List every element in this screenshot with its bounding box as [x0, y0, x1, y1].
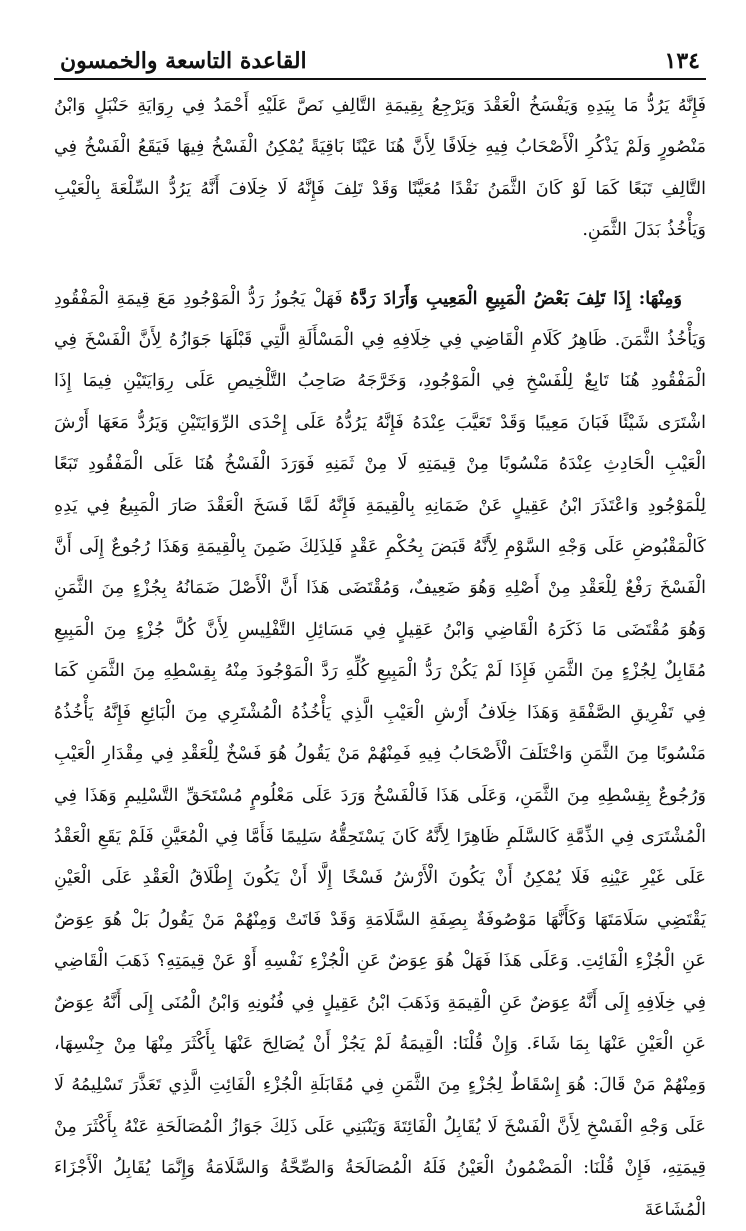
paragraph-continuation	[54, 86, 706, 252]
running-header	[54, 36, 706, 74]
paragraph-text: فَهَلْ يَجُوزُ رَدُّ الْمَوْجُودِ مَعَ قِيمَةِ الْمَفْقُودِ وَيَأْخُذُ الثَّمَنَ. ظَاهِرُ كَلَامِ الْقَاضِي فِي خِلَافِهِ فِي الْمَسْأَلَةِ الَّتِي قَبْلَهَا جَوَازُهُ لِأَنَّ الْفَسْخَ فِي الْمَفْقُودِ هُنَا تَابِعٌ لِلْفَسْخِ فِي الْمَوْجُودِ، وَخَرَّجَهُ صَاحِبُ التَّلْخِيصِ عَلَى رِوَايَتَيْنِ فِيمَا إِذَا اشْتَرَى شَيْئًا فَبَانَ مَعِيبًا وَقَدْ تَعَيَّبَ عِنْدَهُ فَإِنَّهُ يَرُدُّهُ عَلَى إِحْدَى الرِّوَايَتَيْنِ وَيَرُدُّ مَعَهَا أَرْشَ الْعَيْبِ الْحَادِثِ عِنْدَهُ مَنْسُوبًا مِنْ قِيمَتِهِ لَا مِنْ ثَمَنِهِ فَوَرَدَ الْفَسْخُ هُنَا عَلَى الْمَفْقُودِ تَبَعًا لِلْمَوْجُودِ وَاعْتَذَرَ ابْنُ عَقِيلٍ عَنْ ضَمَانِهِ بِالْقِيمَةِ فَإِنَّهُ لَمَّا فَسَخَ الْعَقْدَ صَارَ الْمَبِيعُ فِي يَدِهِ كَالْمَقْبُوضِ عَلَى وَجْهِ السَّوْمِ لِأَنَّهُ قَبَضَ بِحُكْمِ عَقْدٍ فَلِذَلِكَ ضَمِنَ بِالْقِيمَةِ وَهَذَا رُجُوعٌ إِلَى أَنَّ الْفَسْخَ رَفْعٌ لِلْعَقْدِ مِنْ أَصْلِهِ وَهُوَ ضَعِيفٌ، وَمُقْتَضَى هَذَا أَنَّ الْأَصْلَ ضَمَانُهُ بِجُزْءٍ مِنَ الثَّمَنِ وَهُوَ مُقْتَضَى مَا ذَكَرَهُ الْقَاضِي وَابْنُ عَقِيلٍ فِي مَسَائِلِ التَّفْلِيسِ لِأَنَّ كُلَّ جُزْءٍ مِنَ الْمَبِيعِ مُقَابِلٌ لِجُزْءٍ مِنَ الثَّمَنِ فَإِذَا لَمْ يَكُنْ رَدُّ الْمَبِيعِ كُلِّهِ رَدَّ الْمَوْجُودَ مِنْهُ بِقِسْطِهِ مِنَ الثَّمَنِ كَمَا فِي تَفْرِيقِ الصَّفْقَةِ وَهَذَا خِلَافُ أَرْشِ الْعَيْبِ الَّذِي يَأْخُذُهُ الْمُشْتَرِي مِنَ الْبَائِعِ فَإِنَّهُ يَأْخُذُهُ مَنْسُوبًا مِنَ الثَّمَنِ وَاخْتَلَفَ الْأَصْحَابُ فِيهِ فَمِنْهُمْ مَنْ يَقُولُ هُوَ فَسْخٌ لِلْعَقْدِ فِي مِقْدَارِ الْعَيْبِ وَرُجُوعٌ بِقِسْطِهِ مِنَ الثَّمَنِ، وَعَلَى هَذَا فَالْفَسْخُ وَرَدَ عَلَى مَعْلُومٍ مُسْتَحَقِّ التَّسْلِيمِ وَهَذَا فِي الْمُشْتَرَى فِي الذِّمَّةِ كَالسَّلَمِ ظَاهِرًا لِأَنَّهُ كَانَ يَسْتَحِقُّهُ سَلِيمًا فَأَمَّا فِي الْمُعَيَّنِ فَلَمْ يَقَعِ الْعَقْدُ عَلَى غَيْرِ عَيْنِهِ فَلَا يُمْكِنُ أَنْ يَكُونَ الْأَرْشُ فَسْخًا إِلَّا أَنْ يَكُونَ إِطْلَاقُ الْعَقْدِ عَلَى الْعَيْنِ يَقْتَضِي سَلَامَتَهَا وَكَأَنَّهَا مَوْصُوفَةٌ بِصِفَةِ السَّلَامَةِ وَقَدْ فَاتَتْ وَمِنْهُمْ مَنْ يَقُولُ بَلْ هُوَ عِوَضٌ عَنِ الْجُزْءِ الْفَائِتِ. وَعَلَى هَذَا فَهَلْ هُوَ عِوَضٌ عَنِ الْجُزْءِ نَفْسِهِ أَوْ عَنْ قِيمَتِهِ؟ ذَهَبَ الْقَاضِي فِي خِلَافِهِ إِلَى أَنَّهُ عِوَضٌ عَنِ الْقِيمَةِ وَذَهَبَ ابْنُ عَقِيلٍ فِي فُنُونِهِ وَابْنُ الْمُنَى إِلَى أَنَّهُ عِوَضٌ عَنِ الْعَيْنِ عَنْهَا بِمَا شَاءَ. وَإِنْ قُلْنَا: الْقِيمَةُ لَمْ يَجُزْ أَنْ يُصَالِحَ عَنْهَا بِأَكْثَرَ مِنْهَا مِنْ جِنْسِهَا، وَمِنْهُمْ مَنْ قَالَ: هُوَ إِسْقَاطٌ لِجُزْءٍ مِنَ الثَّمَنِ فِي مُقَابَلَةِ الْجُزْءِ الْفَائِتِ الَّذِي تَعَذَّرَ تَسْلِيمُهُ لَا عَلَى وَجْهِ الْفَسْخِ لِأَنَّ الْفَسْخَ لَا يُقَابِلُ الْفَائِتَةَ وَيَنْبَنِي عَلَى ذَلِكَ جَوَازُ الْمُصَالَحَةِ عَنْهُ بِأَكْثَرَ مِنْ قِيمَتِهِ، فَإِنْ قُلْنَا: الْمَضْمُونُ الْعَيْنُ فَلَهُ الْمُصَالَحَةُ وَالصِّحَّةُ وَالسَّلَامَةُ وَإِنَّمَا يُقَابِلُ الْأَجْزَاءَ الْمُشَاعَةَ	[54, 288, 706, 1220]
page-number: ١٣٤	[664, 48, 700, 74]
paragraph-lead: وَمِنْهَا: إِذَا تَلِفَ بَعْضُ الْمَبِيعِ الْمَعِيبِ وَأَرَادَ رَدَّهُ	[350, 287, 682, 309]
paragraph-text: فَإِنَّهُ يَرُدُّ مَا بِيَدِهِ وَيَفْسَخُ الْعَقْدَ وَيَرْجِعُ بِقِيمَةِ التَّالِفِ نَصَّ عَلَيْهِ أَحْمَدُ فِي رِوَايَةِ حَنْبَلٍ وَابْنُ مَنْصُورٍ وَلَمْ يَذْكُرِ الْأَصْحَابُ فِيهِ خِلَافًا لِأَنَّ هُنَا عَيْنًا بَاقِيَةً يُمْكِنُ الْفَسْخُ فِيهَا فَيَقَعُ الْفَسْخُ فِي التَّالِفِ تَبَعًا كَمَا لَوْ كَانَ الثَّمَنُ نَقْدًا مُعَيَّنًا وَقَدْ تَلِفَ فَإِنَّهُ لَا خِلَافَ أَنَّهُ يَرُدُّ السِّلْعَةَ بِالْعَيْبِ وَيَأْخُذُ بَدَلَ الثَّمَنِ.	[54, 96, 706, 241]
book-page	[54, 36, 706, 1220]
header-divider	[54, 78, 706, 80]
chapter-title: القاعدة التاسعة والخمسون	[60, 48, 307, 74]
paragraph-issue	[54, 278, 706, 1231]
